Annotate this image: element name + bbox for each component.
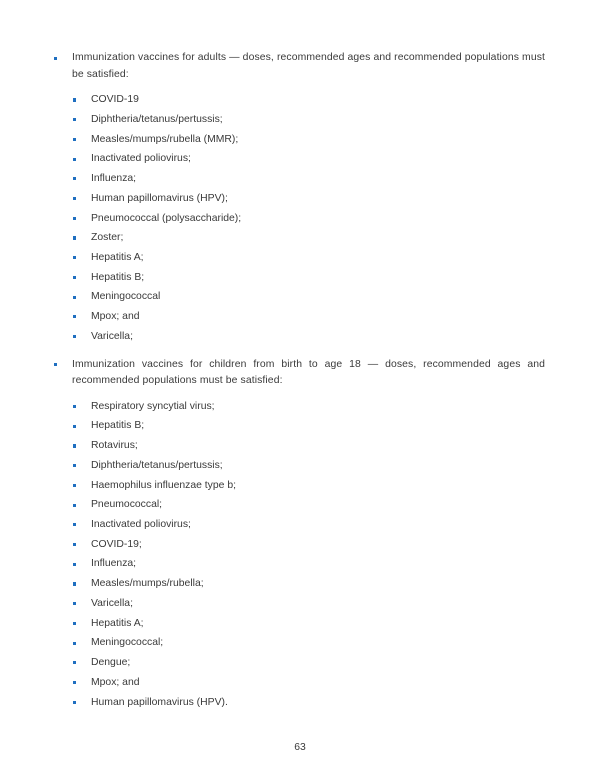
- list-item: [54, 535, 545, 555]
- list-item: [54, 248, 545, 268]
- list-item-label: Zoster;: [91, 232, 124, 244]
- bullet-icon: [73, 236, 76, 239]
- list-item: [54, 110, 545, 130]
- bullet-icon: [73, 158, 76, 161]
- bullet-icon: [73, 504, 76, 507]
- list-item-label: Meningococcal: [91, 291, 161, 303]
- bullet-icon: [73, 256, 76, 259]
- list-item: [54, 614, 545, 634]
- list-item-label: Pneumococcal (polysaccharide);: [91, 212, 242, 224]
- list-item-label: COVID-19: [91, 94, 139, 106]
- list-item-label: Pneumococcal;: [91, 499, 163, 511]
- list-item: [54, 268, 545, 288]
- list-item: [54, 90, 545, 110]
- list-item-label: Varicella;: [91, 597, 133, 609]
- list-item-label: Influenza;: [91, 173, 137, 185]
- list-item: [54, 495, 545, 515]
- bullet-icon: [73, 296, 76, 299]
- list-item-label: Human papillomavirus (HPV).: [91, 696, 228, 708]
- list-item-label: Mpox; and: [91, 676, 140, 688]
- list-item: [54, 327, 545, 347]
- page-footer: [0, 742, 600, 753]
- list-item: [54, 209, 545, 229]
- list-item: [54, 594, 545, 614]
- list-item: [54, 574, 545, 594]
- list-item: [54, 149, 545, 169]
- list-item-label: Diphtheria/tetanus/pertussis;: [91, 459, 223, 471]
- list-item-label: Respiratory syncytial virus;: [91, 400, 215, 412]
- list-item: [54, 673, 545, 693]
- bullet-icon: [73, 582, 76, 585]
- adults-vaccine-list: [54, 90, 545, 346]
- list-item: [54, 397, 545, 417]
- list-item-label: Measles/mumps/rubella (MMR);: [91, 133, 239, 145]
- list-item-label: Inactivated poliovirus;: [91, 153, 191, 165]
- page-number: 63: [294, 742, 306, 753]
- bullet-icon: [73, 622, 76, 625]
- bullet-icon: [73, 484, 76, 487]
- bullet-icon: [73, 276, 76, 279]
- list-item-label: Influenza;: [91, 558, 137, 570]
- list-item-label: Measles/mumps/rubella;: [91, 578, 204, 590]
- list-item-label: Human papillomavirus (HPV);: [91, 192, 228, 204]
- children-vaccine-list: [54, 397, 545, 713]
- list-item: [54, 307, 545, 327]
- list-item: [54, 189, 545, 209]
- spacer: [54, 390, 545, 397]
- bullet-icon: [73, 444, 76, 447]
- bullet-icon: [73, 405, 76, 408]
- list-item-label: Dengue;: [91, 657, 131, 669]
- spacer: [54, 347, 545, 357]
- list-item-label: Hepatitis B;: [91, 271, 145, 283]
- bullet-icon: [73, 543, 76, 546]
- list-item-label: Varicella;: [91, 330, 133, 342]
- bullet-icon: [73, 425, 76, 428]
- list-item: [54, 554, 545, 574]
- bullet-icon: [73, 335, 76, 338]
- list-item-label: Mpox; and: [91, 311, 140, 323]
- list-item-label: Hepatitis A;: [91, 617, 144, 629]
- list-item: [54, 515, 545, 535]
- bullet-icon: [54, 57, 57, 60]
- bullet-icon: [73, 523, 76, 526]
- list-item: [54, 436, 545, 456]
- list-item-label: Meningococcal;: [91, 637, 164, 649]
- list-item: [54, 653, 545, 673]
- bullet-icon: [73, 197, 76, 200]
- page-content: [54, 50, 545, 712]
- children-heading-text: Immunization vaccines for children from birth to age 18 — doses, recommended ages and recommended populations must be satisfied:: [72, 358, 545, 387]
- list-item-label: Inactivated poliovirus;: [91, 519, 191, 531]
- list-item: [54, 169, 545, 189]
- list-item-label: Haemophilus influenzae type b;: [91, 479, 236, 491]
- adults-heading-text: Immunization vaccines for adults — doses, recommended ages and recommended populations must be satisfied:: [72, 52, 545, 80]
- bullet-icon: [73, 177, 76, 180]
- list-item: [54, 633, 545, 653]
- list-item-children-heading: [54, 357, 545, 390]
- list-item-adults-heading: [54, 50, 545, 83]
- bullet-icon: [73, 701, 76, 704]
- list-item: [54, 693, 545, 713]
- bullet-icon: [73, 602, 76, 605]
- bullet-icon: [73, 118, 76, 121]
- list-item: [54, 130, 545, 150]
- bullet-icon: [73, 98, 76, 101]
- bullet-icon: [54, 363, 57, 366]
- bullet-icon: [73, 681, 76, 684]
- list-item: [54, 287, 545, 307]
- bullet-icon: [73, 138, 76, 141]
- bullet-icon: [73, 642, 76, 645]
- list-item-label: Hepatitis A;: [91, 251, 144, 263]
- bullet-icon: [73, 464, 76, 467]
- bullet-icon: [73, 661, 76, 664]
- list-item: [54, 456, 545, 476]
- list-item: [54, 228, 545, 248]
- bullet-icon: [73, 217, 76, 220]
- bullet-icon: [73, 315, 76, 318]
- list-item-label: Hepatitis B;: [91, 420, 145, 432]
- list-item-label: Rotavirus;: [91, 440, 138, 452]
- bullet-icon: [73, 563, 76, 566]
- spacer: [54, 83, 545, 90]
- list-item: [54, 476, 545, 496]
- list-item-label: COVID-19;: [91, 538, 142, 550]
- list-item-label: Diphtheria/tetanus/pertussis;: [91, 113, 223, 125]
- list-item: [54, 416, 545, 436]
